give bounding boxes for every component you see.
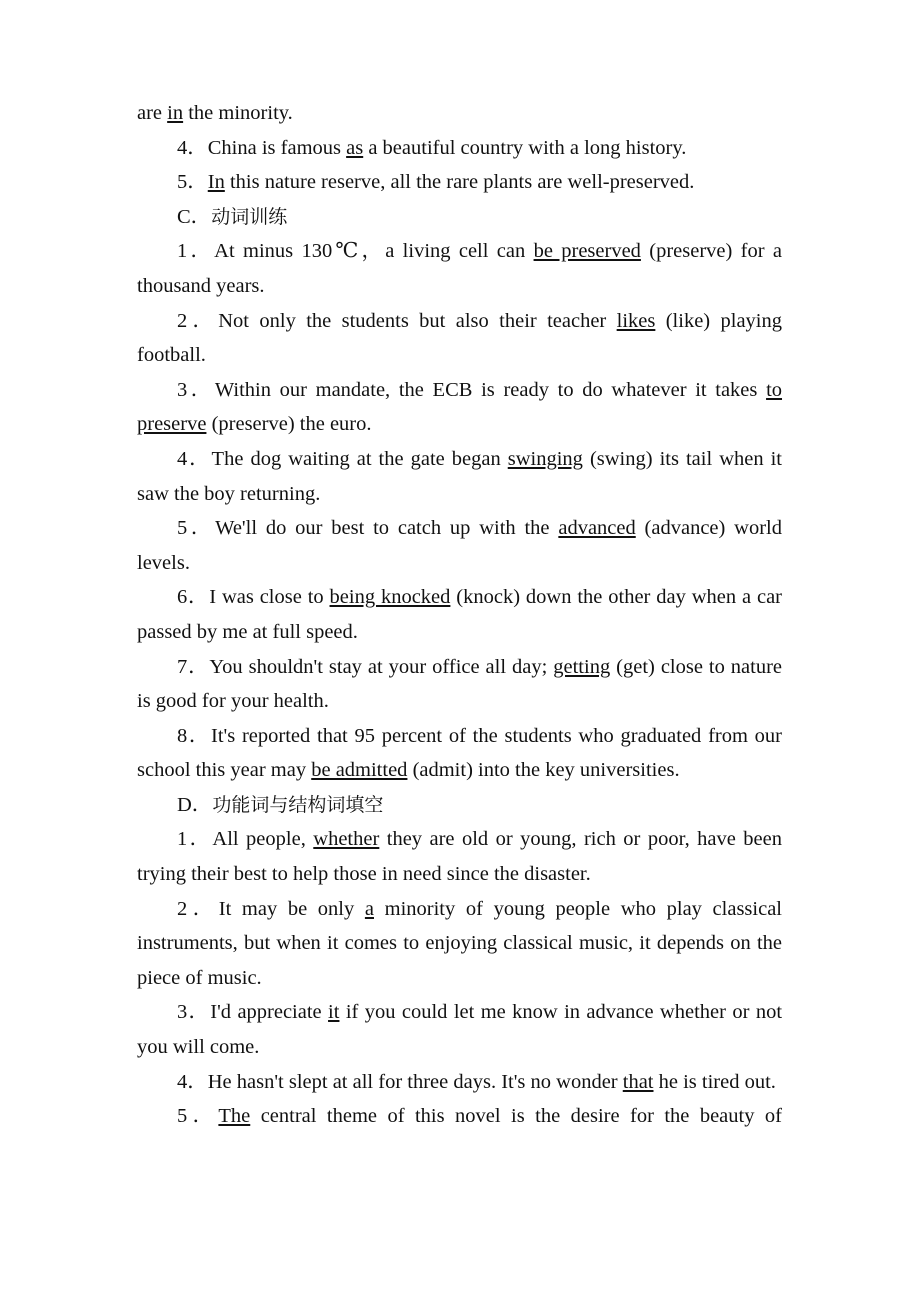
list-item <box>137 1065 782 1100</box>
item-number: 5． <box>177 1105 219 1128</box>
answer-blank: it <box>328 1001 340 1024</box>
item-text-before: You shouldn't stay at your office all day; <box>209 655 554 678</box>
item-text-after: this nature reserve, all the rare plants are well-preserved. <box>224 171 695 194</box>
item-number: 6． <box>177 586 210 609</box>
item-number: 4． <box>177 447 212 470</box>
list-item <box>137 234 782 303</box>
item-text-after: (swing) its tail when it saw the boy returning. <box>137 447 783 505</box>
item-text-after: (preserve) the euro. <box>206 413 372 436</box>
section-heading-d <box>137 788 782 823</box>
answer-blank: be admitted <box>311 759 408 782</box>
section-title: 功能词与结构词填空 <box>212 793 384 816</box>
item-text-before: He hasn't slept at all for three days. It's no wonder <box>207 1070 623 1093</box>
answer-blank: be preserved <box>533 240 641 263</box>
list-item <box>137 373 782 442</box>
item-text-before: At minus 130℃，a living cell can <box>214 240 534 263</box>
item-number: 5． <box>177 517 216 540</box>
answer-blank: likes <box>616 309 656 332</box>
carryover-text-after: the minority. <box>183 102 293 124</box>
answer-blank: being knocked <box>329 586 451 609</box>
item-text-before: I'd appreciate <box>210 1001 329 1024</box>
item-number: 5． <box>177 171 208 194</box>
carryover-line <box>137 96 782 131</box>
item-text-before: All people, <box>212 828 314 851</box>
answer-blank: that <box>622 1070 654 1093</box>
answer-blank: a <box>364 897 374 920</box>
answer-blank: In <box>207 171 225 194</box>
answer-blank: to preserve <box>137 378 783 436</box>
list-item <box>137 892 782 996</box>
item-number: 4． <box>177 136 208 159</box>
item-text-after: (advance) world levels. <box>137 517 782 574</box>
item-number: 3． <box>177 378 215 401</box>
item-text-before: China is famous <box>207 136 347 159</box>
item-text-before: Not only the students but also their teacher <box>218 309 617 332</box>
list-item <box>137 304 782 373</box>
item-text-after: he is tired out. <box>653 1070 776 1093</box>
item-text-after: central theme of this novel is the desire for the beauty of <box>250 1105 782 1128</box>
item-text-after: they are old or young, rich or poor, have been trying their best to help those in need since the disaster. <box>137 828 783 886</box>
answer-blank: whether <box>313 828 380 851</box>
item-number: 3． <box>177 1001 211 1024</box>
list-item <box>137 650 782 719</box>
item-number: 2． <box>177 897 219 920</box>
item-text-before: We'll do our best to catch up with the <box>215 517 559 540</box>
item-number: 1． <box>177 240 215 263</box>
carryover-text-before: are <box>137 102 168 124</box>
item-text-before: The dog waiting at the gate began <box>211 447 508 470</box>
list-item <box>137 580 782 649</box>
item-number: 1． <box>177 828 213 851</box>
section-letter: D． <box>177 793 213 816</box>
answer-blank: in <box>167 102 184 124</box>
item-text-after: (like) playing football. <box>137 309 782 367</box>
item-number: 4． <box>177 1070 208 1093</box>
section-letter: C． <box>177 205 212 228</box>
answer-blank: The <box>218 1105 251 1128</box>
list-item <box>137 511 782 580</box>
list-item <box>137 719 782 788</box>
list-item <box>137 442 782 511</box>
list-item <box>137 131 782 166</box>
section-title: 动词训练 <box>211 205 288 228</box>
answer-blank: swinging <box>507 447 583 470</box>
list-item <box>137 1099 782 1168</box>
item-text-after: minority of young people who play classical instruments, but when it comes to enjoying classical music, it depends on the piece of music. <box>137 897 782 989</box>
list-item <box>137 165 782 200</box>
item-text-before: Within our mandate, the ECB is ready to do whatever it takes <box>214 378 767 401</box>
list-item <box>137 822 782 891</box>
item-number: 7． <box>177 655 210 678</box>
answer-blank: advanced <box>558 517 636 540</box>
item-text-before: I was close to <box>209 586 330 609</box>
item-text-after: (admit) into the key universities. <box>407 759 680 782</box>
item-text-before: It's reported that 95 percent of the students who graduated from our school this year may <box>137 724 782 782</box>
answer-blank: as <box>346 136 364 159</box>
item-number: 8． <box>177 724 212 747</box>
item-text-after: (preserve) for a thousand years. <box>137 240 782 297</box>
item-text-before: It may be only <box>218 897 365 920</box>
list-item <box>137 995 782 1064</box>
item-text-after: (knock) down the other day when a car passed by me at full speed. <box>137 586 782 643</box>
item-text-after: (get) close to nature is good for your health. <box>137 655 783 713</box>
item-number: 2． <box>177 309 219 332</box>
answer-blank: getting <box>553 655 611 678</box>
document-body <box>137 96 782 1168</box>
item-text-after: if you could let me know in advance whether or not you will come. <box>137 1001 783 1059</box>
section-heading-c <box>137 200 782 235</box>
item-text-after: a beautiful country with a long history. <box>363 136 687 159</box>
